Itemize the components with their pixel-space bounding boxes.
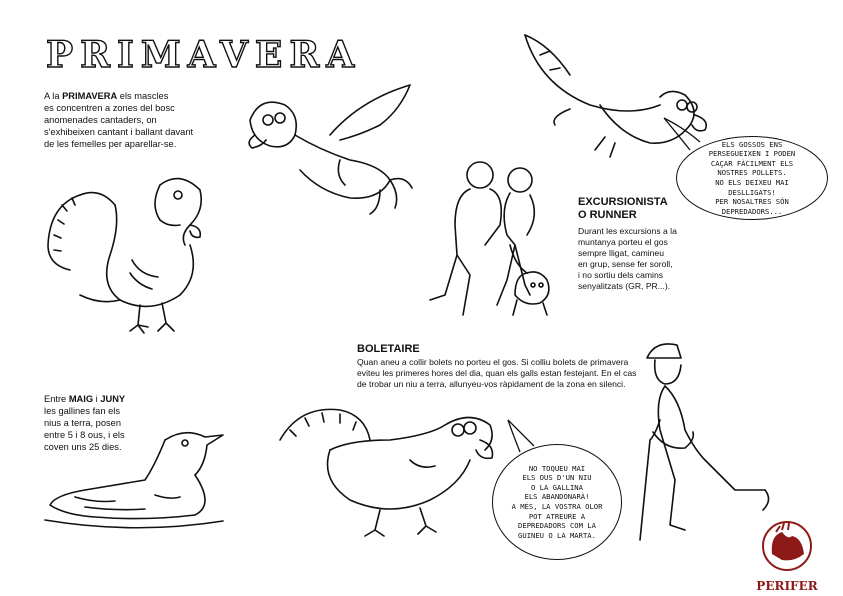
bubble-line: DEPREDADORS COM LA	[518, 521, 596, 531]
nesting-bold-month: JUNY	[100, 394, 126, 404]
hiker-line: sempre lligat, camineu	[578, 248, 664, 258]
bubble-line: NO ELS DEIXEU MAI	[715, 178, 789, 187]
hiker-line: senyalitzats (GR, PR...).	[578, 281, 671, 291]
bubble-line: PERSEGUEIXEN I PODEN	[708, 149, 796, 159]
bird-flying-topright-illustration	[510, 25, 720, 165]
hikers-with-dog-illustration	[415, 155, 575, 325]
nesting-text: i	[93, 394, 101, 404]
nesting-bold-month: MAIG	[68, 394, 94, 404]
nesting-line: nius a terra, posen	[44, 418, 122, 428]
intro-line: de les femelles per aparellar-se.	[44, 139, 177, 149]
capercaillie-walking-illustration	[270, 400, 500, 540]
hiker-line: en grup, sense fer soroll,	[578, 259, 673, 269]
hiker-line: Durant les excursions a la	[578, 226, 677, 236]
bubble-line: DEPREDADORS...	[721, 206, 783, 216]
intro-line: es concentren a zones del bosc	[44, 103, 175, 113]
capercaillie-logo-icon	[752, 518, 822, 574]
hiker-line: muntanya porteu el gos	[578, 237, 668, 247]
bubble-line: ELS GOSSOS ENS	[721, 139, 783, 149]
nesting-line: entre 5 i 8 ous, i els	[44, 430, 125, 440]
bubble-line: NOSTRES POLLETS.	[717, 168, 787, 178]
bubble-line: PER NOSALTRES SÓN	[715, 197, 789, 207]
perifer-logo	[752, 518, 822, 593]
mushroom-line: eviteu les primeres hores del dia, quan els galls estan festejant. En el cas	[357, 368, 637, 378]
intro-text: A la	[44, 91, 63, 101]
mushroom-line: de trobar un niu a terra, allunyeu-vos ràpidament de la zona en silenci.	[357, 379, 626, 389]
bubble-line: ELS OUS D'UN NIU	[522, 473, 592, 483]
hiker-heading-line: EXCURSIONISTA	[578, 196, 668, 208]
intro-bold-season: PRIMAVERA	[62, 91, 118, 101]
capercaillie-flying-illustration	[240, 80, 420, 220]
capercaillie-display-illustration	[40, 165, 210, 345]
nesting-text: Entre	[44, 394, 69, 404]
bubble-line: ELS ABANDONARÀ!	[524, 492, 590, 502]
mushroom-picker-illustration	[635, 340, 775, 540]
nesting-line: coven uns 25 dies.	[44, 442, 122, 452]
hiker-line: i no sortiu dels camins	[578, 270, 664, 280]
bubble-line: O LA GALLINA	[531, 482, 583, 492]
hiker-heading-line: O RUNNER	[578, 209, 637, 221]
mushroom-heading: BOLETAIRE	[357, 343, 420, 355]
bubble-line: POT ATREURE A	[528, 511, 586, 521]
intro-line: s'exhibeixen cantant i ballant davant	[44, 127, 194, 137]
hen-nesting-illustration	[45, 425, 225, 540]
bubble-line: A MÉS, LA VOSTRA OLOR	[511, 502, 603, 511]
intro-text: els mascles	[117, 91, 169, 101]
mushroom-line: Quan aneu a collir bolets no porteu el gos. Si colliu bolets de primavera	[357, 357, 629, 367]
logo-name: PERIFER	[756, 579, 818, 593]
bubble-line: CAÇAR FÀCILMENT ELS	[710, 158, 794, 168]
bubble-line: DESLLIGATS!	[728, 187, 776, 197]
bubble-line: GUINEU O LA MARTA.	[518, 530, 596, 540]
intro-line: anomenades cantaders, on	[44, 115, 157, 125]
nesting-line: les gallines fan els	[44, 406, 120, 416]
page-title: PRIMAVERA	[46, 34, 362, 76]
bubble-line: NO TOQUEU MAI	[528, 463, 586, 473]
